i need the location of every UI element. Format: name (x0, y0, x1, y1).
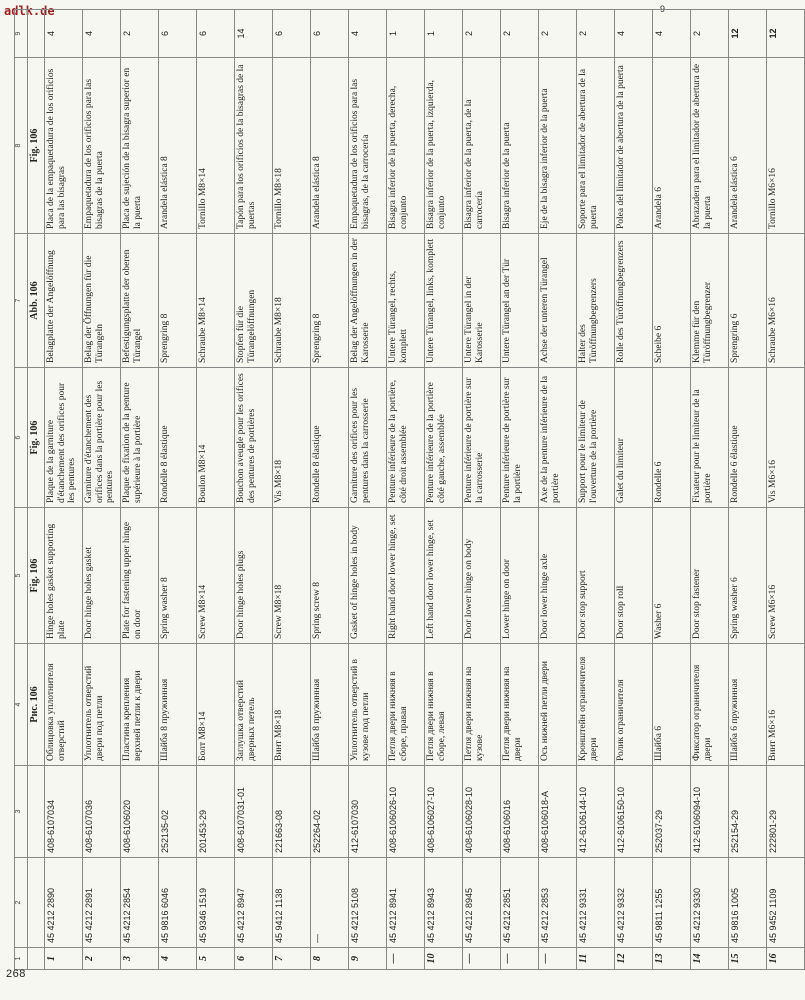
figure-heading-de: Abb. 106 (28, 234, 45, 368)
description-fr: Penture inférieure de portière sur la carrosserie (463, 368, 501, 508)
column-number: 7 (15, 234, 28, 368)
description-fr: Garniture des orifices pour les pentures dans la carrosserie (349, 368, 387, 508)
position-number: 12 (615, 948, 653, 970)
table-row (387, 10, 425, 970)
position-number: 6 (235, 948, 273, 970)
description-es: Tornillo M8×18 (273, 58, 311, 234)
table-row (501, 10, 539, 970)
position-number: 3 (121, 948, 159, 970)
quantity: 1 (425, 10, 463, 58)
quantity: 4 (45, 10, 83, 58)
description-de: Rolle des Türöffnungbegrenzers (615, 234, 653, 368)
description-ru: Винт М8×18 (273, 644, 311, 766)
table-row (197, 10, 235, 970)
description-ru: Заглушка отверстий дверных петель (235, 644, 273, 766)
position-number: 15 (729, 948, 767, 970)
description-de: Schraube M6×16 (767, 234, 805, 368)
page-number: 268 (6, 968, 26, 980)
table-row (273, 10, 311, 970)
table-row (577, 10, 615, 970)
quantity: 14 (235, 10, 273, 58)
table-row (691, 10, 729, 970)
column-number: 9 (15, 10, 28, 58)
description-fr: Fixateur pour le limiteur de la portière (691, 368, 729, 508)
column-number: 4 (15, 644, 28, 766)
description-en: Door stop roll (615, 508, 653, 644)
catalog-number: 252135-02 (159, 766, 197, 858)
part-number: 45 9811 1255 (653, 858, 691, 948)
description-de: Befestigungsplatte der oberen Türangel (121, 234, 159, 368)
description-en: Screw M8×14 (197, 508, 235, 644)
description-ru: Винт М6×16 (767, 644, 805, 766)
position-number: 9 (349, 948, 387, 970)
parts-table-body (45, 10, 805, 970)
description-ru: Петля двери нижняя в сборе, левая (425, 644, 463, 766)
column-marker: 9 (659, 4, 665, 14)
description-en: Screw M6×16 (767, 508, 805, 644)
description-fr: Penture inférieure de portière sur la portière (501, 368, 539, 508)
description-de: Untere Türangel in der Karosserie (463, 234, 501, 368)
position-number: 7 (273, 948, 311, 970)
quantity: 4 (653, 10, 691, 58)
description-en: Spring washer 6 (729, 508, 767, 644)
column-number-row (15, 10, 28, 970)
quantity: 4 (615, 10, 653, 58)
description-en: Door stop support (577, 508, 615, 644)
description-ru: Шайба 6 пружинная (729, 644, 767, 766)
description-es: Arandela elástica 6 (729, 58, 767, 234)
quantity: 6 (311, 10, 349, 58)
description-de: Sprengring 6 (729, 234, 767, 368)
description-en: Hinge holes gasket supporting plate (45, 508, 83, 644)
description-de: Untere Türangel, rechts, komplett (387, 234, 425, 368)
position-number: 1 (45, 948, 83, 970)
description-ru: Ось нижней петли двери (539, 644, 577, 766)
part-number: 45 4212 2854 (121, 858, 159, 948)
position-number: 14 (691, 948, 729, 970)
position-number: 10 (425, 948, 463, 970)
position-number: 8 (311, 948, 349, 970)
quantity: 6 (197, 10, 235, 58)
description-es: Tornillo M8×14 (197, 58, 235, 234)
description-es: Bisagra inferior de la puerta, de la carrocería (463, 58, 501, 234)
description-de: Schraube M8×14 (197, 234, 235, 368)
table-row (539, 10, 577, 970)
description-en: Door hinge holes plugs (235, 508, 273, 644)
description-fr: Garniture d'étanchement des orifices dans la portière pour les pentures (83, 368, 121, 508)
description-en: Lower hinge on door (501, 508, 539, 644)
figure-heading-es: Fig. 106 (28, 58, 45, 234)
description-es: Abrazadera para el limitador de abertura de la puerta (691, 58, 729, 234)
column-number: 6 (15, 368, 28, 508)
description-es: Polea del limitador de abertura de la puerta (615, 58, 653, 234)
catalog-number: 408-6107034 (45, 766, 83, 858)
part-number: 45 4212 8945 (463, 858, 501, 948)
position-number: 11 (577, 948, 615, 970)
description-es: Arandela 6 (653, 58, 691, 234)
quantity: 4 (83, 10, 121, 58)
description-en: Gasket of hinge holes in body (349, 508, 387, 644)
column-number: 5 (15, 508, 28, 644)
description-en: Left hand door lower hinge, set (425, 508, 463, 644)
description-fr: Boulon M8×14 (197, 368, 235, 508)
part-number: 45 4212 2853 (539, 858, 577, 948)
position-number: — (463, 948, 501, 970)
table-row (349, 10, 387, 970)
description-en: Spring screw 8 (311, 508, 349, 644)
quantity: 2 (577, 10, 615, 58)
description-ru: Уплотнитель отверстий в кузове под петли (349, 644, 387, 766)
table-row (311, 10, 349, 970)
catalog-number: 412-6106144-10 (577, 766, 615, 858)
description-en: Door lower hinge axle (539, 508, 577, 644)
description-de: Belagplatte der Angelöffnung (45, 234, 83, 368)
table-row (653, 10, 691, 970)
description-de: Untere Türangel, links, komplett (425, 234, 463, 368)
description-fr: Axe de la penture inférieure de la portière (539, 368, 577, 508)
description-de: Achse der unteren Türangel (539, 234, 577, 368)
description-fr: Rondelle 8 élastique (159, 368, 197, 508)
description-es: Arandela elástica 8 (311, 58, 349, 234)
catalog-number: 221663-08 (273, 766, 311, 858)
catalog-number: 412-6106150-10 (615, 766, 653, 858)
column-number: 2 (15, 858, 28, 948)
catalog-number: 408-6106026-10 (387, 766, 425, 858)
description-de: Klemme für den Türöffnungbegrenzer (691, 234, 729, 368)
description-es: Placa de la empaquetadura de los orificios para las bisagras (45, 58, 83, 234)
description-ru: Болт М8×14 (197, 644, 235, 766)
position-number: — (501, 948, 539, 970)
part-number: 45 4212 5108 (349, 858, 387, 948)
part-number: 45 4212 9330 (691, 858, 729, 948)
description-en: Screw M8×18 (273, 508, 311, 644)
part-number: 45 9816 1005 (729, 858, 767, 948)
description-fr: Plaque de fixation de la penture supérieure à la portière (121, 368, 159, 508)
description-de: Stopfen für die Türangelöffnungen (235, 234, 273, 368)
position-number: 2 (83, 948, 121, 970)
description-en: Plate for fastening upper hinge on door (121, 508, 159, 644)
description-es: Bisagra inferior de la puerta, derecha, conjunto (387, 58, 425, 234)
quantity: 2 (539, 10, 577, 58)
description-ru: Пластина крепления верхней петли к двери (121, 644, 159, 766)
part-number: 45 9452 1109 (767, 858, 805, 948)
table-row (767, 10, 805, 970)
description-es: Placa de sujeción de la bisagra superior en la puerta (121, 58, 159, 234)
description-ru: Шайба 6 (653, 644, 691, 766)
description-ru: Шайба 8 пружинная (311, 644, 349, 766)
table-row (159, 10, 197, 970)
description-fr: Penture inférieure de la portière, côté droit assemblée (387, 368, 425, 508)
catalog-number: 201453-29 (197, 766, 235, 858)
description-ru: Шайба 8 пружинная (159, 644, 197, 766)
description-en: Washer 6 (653, 508, 691, 644)
catalog-number: 252264-02 (311, 766, 349, 858)
catalog-number: 252154-29 (729, 766, 767, 858)
description-fr: Rondelle 6 élastique (729, 368, 767, 508)
position-number: — (387, 948, 425, 970)
part-number: 45 9346 1519 (197, 858, 235, 948)
part-number: 45 4212 2891 (83, 858, 121, 948)
catalog-number: 408-6106027-10 (425, 766, 463, 858)
part-number: 45 4212 2851 (501, 858, 539, 948)
catalog-number: 412-6107030 (349, 766, 387, 858)
catalog-number: 408-6106016 (501, 766, 539, 858)
description-es: Soporte para el limitador de abertura de la puerta (577, 58, 615, 234)
description-fr: Rondelle 6 (653, 368, 691, 508)
description-fr: Vis M8×18 (273, 368, 311, 508)
description-en: Door hinge holes gasket (83, 508, 121, 644)
description-fr: Vis M6×16 (767, 368, 805, 508)
description-de: Halter des Türöffnungbegrenzers (577, 234, 615, 368)
description-de: Schraube M8×18 (273, 234, 311, 368)
description-de: Belag der Angelöffnungen in der Karosserie (349, 234, 387, 368)
description-fr: Galet du limiteur (615, 368, 653, 508)
description-es: Tapón para los orificios de la bisagras de la puertas (235, 58, 273, 234)
description-en: Spring washer 8 (159, 508, 197, 644)
quantity: 12 (767, 10, 805, 58)
description-en: Door stop fastener (691, 508, 729, 644)
description-es: Empaquetadura de los orificios para las bisagras, de la carrocería (349, 58, 387, 234)
part-number: 45 4212 2890 (45, 858, 83, 948)
description-es: Eje de la bisagra inferior de la puerta (539, 58, 577, 234)
description-de: Belag der Öffnungen für die Türangeln (83, 234, 121, 368)
figure-heading-fr: Fig. 106 (28, 368, 45, 508)
position-number: 5 (197, 948, 235, 970)
parts-table-rotated (14, 10, 779, 970)
description-ru: Петля двери нижняя на кузове (463, 644, 501, 766)
quantity: 2 (691, 10, 729, 58)
description-ru: Фиксатор ограничителя двери (691, 644, 729, 766)
quantity: 1 (387, 10, 425, 58)
table-row (615, 10, 653, 970)
description-en: Door lower hinge on body (463, 508, 501, 644)
figure-heading-ru: Рис. 106 (28, 644, 45, 766)
quantity: 2 (501, 10, 539, 58)
catalog-number: 408-6107036 (83, 766, 121, 858)
description-de: Untere Türangel an der Tür (501, 234, 539, 368)
part-number: 45 9412 1138 (273, 858, 311, 948)
table-row (463, 10, 501, 970)
description-fr: Rondelle 8 élastique (311, 368, 349, 508)
catalog-number: 408-6106018-А (539, 766, 577, 858)
description-es: Bisagra inferior de la puerta, izquierda, conjunto (425, 58, 463, 234)
column-number: 8 (15, 58, 28, 234)
description-ru: Кронштейн ограничителя двери (577, 644, 615, 766)
column-number: 3 (15, 766, 28, 858)
description-ru: Уплотнитель отверстий двери под петли (83, 644, 121, 766)
catalog-number: 408-6106028-10 (463, 766, 501, 858)
catalog-number: 252037-29 (653, 766, 691, 858)
part-number: 45 4212 8947 (235, 858, 273, 948)
description-ru: Ролик ограничителя (615, 644, 653, 766)
description-es: Empaquetadura de los orificios para las bisagras de la puerta (83, 58, 121, 234)
description-fr: Support pour le limiteur de l'ouverture de la portière (577, 368, 615, 508)
description-fr: Penture inférieure de la portière côté gauche, assemblée (425, 368, 463, 508)
part-number: — (311, 858, 349, 948)
figure-header-row (28, 10, 45, 970)
table-row (425, 10, 463, 970)
description-es: Arandela elástica 8 (159, 58, 197, 234)
position-number: 13 (653, 948, 691, 970)
position-number: — (539, 948, 577, 970)
description-fr: Bouchon aveugle pour les orifices des pentures de portières (235, 368, 273, 508)
description-ru: Петля двери нижняя в сборе, правая (387, 644, 425, 766)
table-row (83, 10, 121, 970)
description-de: Scheibe 6 (653, 234, 691, 368)
catalog-number: 408-6106020 (121, 766, 159, 858)
description-es: Tornillo M6×16 (767, 58, 805, 234)
description-fr: Plaque de la garniture d'étanchement des orifices pour les pentures (45, 368, 83, 508)
position-number: 16 (767, 948, 805, 970)
table-row (45, 10, 83, 970)
catalog-number: 222801-29 (767, 766, 805, 858)
part-number: 45 4212 8943 (425, 858, 463, 948)
part-number: 45 4212 9331 (577, 858, 615, 948)
description-ru: Петля двери нижняя на двери (501, 644, 539, 766)
description-de: Sprengring 8 (311, 234, 349, 368)
quantity: 4 (349, 10, 387, 58)
watermark: adlk.de (4, 4, 55, 18)
part-number: 45 4212 9332 (615, 858, 653, 948)
catalog-number: 408-6107031-01 (235, 766, 273, 858)
position-number: 4 (159, 948, 197, 970)
description-de: Sprengring 8 (159, 234, 197, 368)
description-es: Bisagra inferior de la puerta (501, 58, 539, 234)
quantity: 2 (463, 10, 501, 58)
table-row (729, 10, 767, 970)
column-number: 1 (15, 948, 28, 970)
parts-table (14, 9, 805, 970)
quantity: 12 (729, 10, 767, 58)
table-row (121, 10, 159, 970)
quantity: 6 (159, 10, 197, 58)
part-number: 45 4212 8941 (387, 858, 425, 948)
figure-heading-en: Fig. 106 (28, 508, 45, 644)
description-ru: Облицовка уплотнителя отверстий (45, 644, 83, 766)
quantity: 2 (121, 10, 159, 58)
part-number: 45 9816 6046 (159, 858, 197, 948)
quantity: 6 (273, 10, 311, 58)
description-en: Right hand door lower hinge, set (387, 508, 425, 644)
catalog-number: 412-6106094-10 (691, 766, 729, 858)
table-row (235, 10, 273, 970)
